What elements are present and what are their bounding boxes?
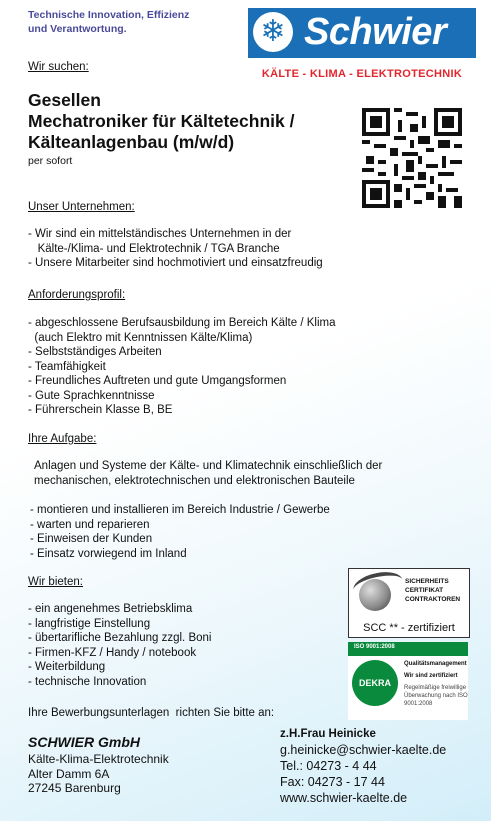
logo-name: Schwier	[304, 11, 447, 53]
website-link[interactable]: www.schwier-kaelte.de	[280, 791, 408, 805]
tagline: Technische Innovation, Effizienz und Verantwortung.	[28, 9, 190, 35]
contact-block	[280, 726, 446, 806]
aufgabe-intro: Anlagen und Systeme der Kälte- und Klimatechnik einschließlich der mechanischen, elektrotechnischen und elektronischen Bauteile	[34, 460, 383, 487]
list-item: - Firmen-KFZ / Handy / notebook	[28, 646, 197, 659]
anforderungen-list	[28, 316, 335, 418]
dekra-certificate-badge: ISO 9001:2008 DEKRA Qualitätsmanagement Wir sind zertifiziert Regelmäßige freiwillige Überwachung nach ISO 9001:2008	[348, 642, 468, 720]
snowflake-icon: ❄	[253, 12, 293, 52]
list-item: (auch Elektro mit Kenntnissen Kälte/Klima)	[28, 331, 253, 344]
bieten-heading: Wir bieten:	[28, 576, 83, 588]
list-item: - Weiterbildung	[28, 661, 106, 673]
aufgabe-list	[30, 503, 330, 561]
company-name: SCHWIER GmbH	[28, 734, 140, 750]
company-address: Kälte-Klima-Elektrotechnik Alter Damm 6A 27245 Barenburg	[28, 752, 169, 795]
company-logo	[248, 8, 476, 58]
list-item: - Teamfähigkeit	[28, 360, 106, 373]
list-item: - ein angenehmes Betriebsklima	[28, 603, 193, 615]
phone: Tel.: 04273 - 4 44	[280, 759, 377, 773]
logo-subtitle: KÄLTE - KLIMA - ELEKTROTECHNIK	[261, 68, 463, 80]
list-item: - Einweisen der Kunden	[30, 533, 153, 545]
list-item: - Selbstständiges Arbeiten	[28, 346, 162, 358]
bieten-list	[28, 602, 211, 689]
list-item: Kälte-/Klima- und Elektrotechnik / TGA Branche	[28, 242, 280, 255]
list-item: - übertarifliche Bezahlung zzgl. Boni	[28, 632, 212, 644]
list-item: - abgeschlossene Berufsausbildung im Bereich Kälte / Klima	[28, 317, 336, 329]
list-item: - Wir sind ein mittelständisches Unternehmen in der	[28, 228, 292, 240]
scc-footer: SCC ** - zertifiziert	[363, 622, 455, 634]
job-start: per sofort	[28, 155, 73, 167]
list-item: - Führerschein Klasse B, BE	[28, 404, 173, 416]
list-item: - Einsatz vorwiegend im Inland	[30, 547, 187, 560]
email-link[interactable]: g.heinicke@schwier-kaelte.de	[280, 743, 447, 757]
wir-suchen-label: Wir suchen:	[28, 61, 89, 73]
list-item: - warten und reparieren	[30, 518, 150, 531]
anforderungen-heading: Anforderungsprofil:	[28, 289, 126, 301]
list-item: - technische Innovation	[28, 675, 147, 688]
qr-code-icon	[362, 108, 462, 208]
aufgabe-heading: Ihre Aufgabe:	[28, 433, 97, 445]
fax: Fax: 04273 - 17 44	[280, 775, 385, 789]
list-item: - Freundliches Auftreten und gute Umgangsformen	[28, 375, 287, 387]
unternehmen-list	[28, 227, 323, 271]
scc-certificate-badge: SICHERHEITS CERTIFIKAT CONTRAKTOREN SCC ** - zertifiziert	[348, 568, 470, 638]
contact-person: z.H.Frau Heinicke	[280, 728, 376, 740]
unternehmen-heading: Unser Unternehmen:	[28, 201, 135, 213]
list-item: - montieren und installieren im Bereich Industrie / Gewerbe	[30, 504, 330, 516]
list-item: - Unsere Mitarbeiter sind hochmotiviert und einsatzfreudig	[28, 257, 323, 269]
list-item: - Gute Sprachkenntnisse	[28, 389, 155, 402]
list-item: - langfristige Einstellung	[28, 617, 151, 630]
globe-icon	[359, 579, 391, 611]
job-title: Gesellen Mechatroniker für Kältetechnik / Kälteanlagenbau (m/w/d)	[28, 90, 295, 152]
apply-text: Ihre Bewerbungsunterlagen richten Sie bitte an:	[28, 707, 275, 719]
dekra-seal-icon: DEKRA	[352, 660, 398, 706]
